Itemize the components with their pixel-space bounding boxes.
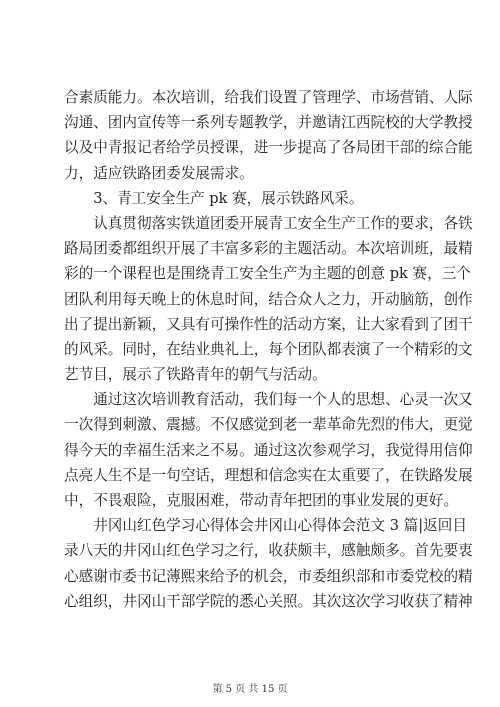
document-body [64, 85, 473, 614]
text-line: 彩的一个课程也是围绕青工安全生产为主题的创意 pk 赛，三个 [64, 265, 471, 283]
page-footer: 第 5 页 共 15 页 [212, 684, 288, 695]
text-line: 认真贯彻落实铁道团委开展青工安全生产工作的要求，各铁 [64, 214, 473, 232]
text-line: 通过这次培训教育活动，我们每一个人的思想、心灵一次又 [64, 391, 473, 409]
text-line: 力，适应铁路团委发展需求。 [64, 164, 254, 182]
text-line: 出了提出新颖，又具有可操作性的活动方案，让大家看到了团干 [64, 315, 473, 333]
text-line: 艺节目，展示了铁路青年的朝气与活动。 [64, 366, 327, 384]
text-line: 录八天的井冈山红色学习之行，收获颇丰，感触颇多。首先要衷 [64, 542, 473, 560]
text-line: 心感谢市委书记薄熙来给予的机会，市委组织部和市委党校的精 [64, 567, 473, 585]
text-line: 路局团委都组织开展了丰富多彩的主题活动。本次培训班，最精 [64, 240, 473, 258]
text-line: 一次得到刺激、震撼。不仅感觉到老一辈革命先烈的伟大，更觉 [64, 416, 473, 434]
text-line: 沟通、团内宣传等一系列专题教学，并邀请江西院校的大学教授 [64, 114, 473, 132]
text-line: 中，不畏艰险，克服困难，带动青年把团的事业发展的更好。 [64, 492, 459, 509]
text-line: 得今天的幸福生活来之不易。通过这次参观学习，我觉得用信仰 [64, 441, 473, 459]
text-line: 井冈山红色学习心得体会井冈山心得体会范文 3 篇|返回目 [64, 517, 467, 535]
text-line: 3、青工安全生产 pk 赛，展示铁路风采。 [64, 189, 364, 207]
text-line: 心组织，井冈山干部学院的悉心关照。其次这次学习收获了精神 [64, 592, 473, 610]
text-line: 的风采。同时，在结业典礼上，每个团队都表演了一个精彩的文 [64, 340, 473, 358]
text-line: 以及中青报记者给学员授课，进一步提高了各局团干部的综合能 [64, 139, 473, 157]
text-line: 点亮人生不是一句空话，理想和信念实在太重要了，在铁路发展 [64, 466, 473, 484]
text-line: 合素质能力。本次培训，给我们设置了管理学、市场营销、人际 [64, 89, 473, 106]
text-line: 团队利用每天晚上的休息时间，结合众人之力，开动脑筋，创作 [64, 290, 473, 308]
